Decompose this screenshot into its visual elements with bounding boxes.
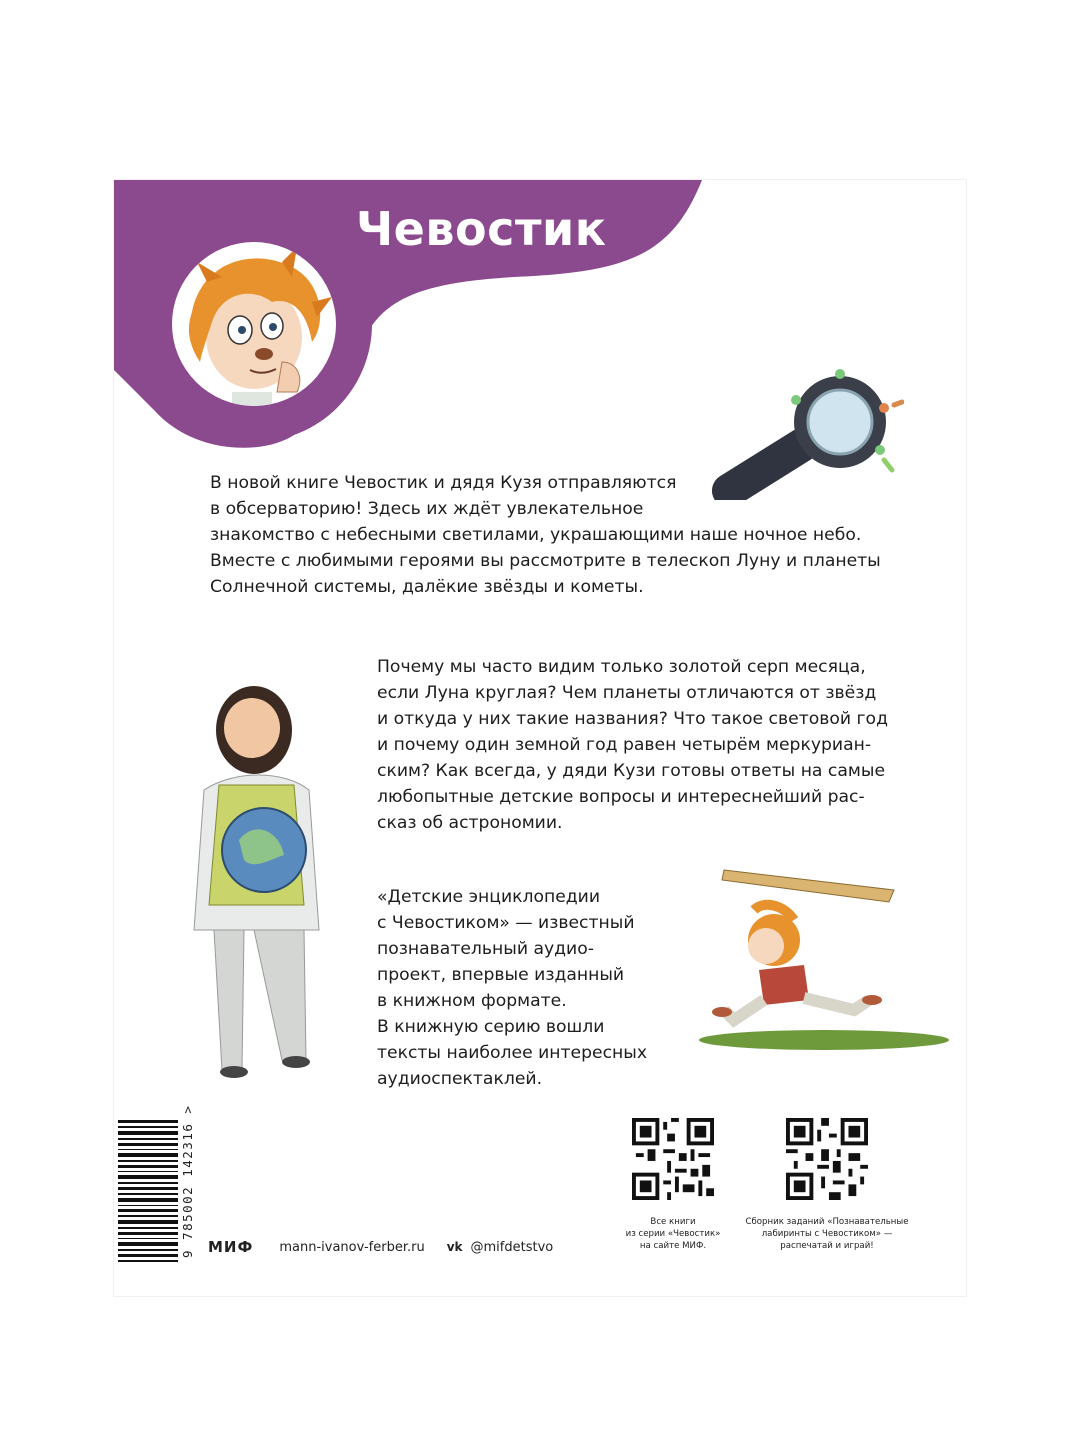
qr-code-series[interactable] — [632, 1118, 714, 1200]
series-title: Чевостик — [356, 202, 607, 256]
chevostik-portrait — [172, 242, 336, 406]
social-handle-link[interactable]: @mifdetstvo — [470, 1239, 554, 1255]
publisher-footer — [208, 1238, 553, 1256]
running-chevostik-illustration — [684, 860, 954, 1060]
publisher-site-link[interactable]: mann-ivanov-ferber.ru — [279, 1239, 425, 1255]
qr-caption-series: Все книги из серии «Чевостик» на сайте МИФ. — [625, 1217, 721, 1251]
uncle-kuzya-illustration — [144, 670, 344, 1080]
book-back-cover — [114, 180, 966, 1296]
qr-caption-labyrinths: Сборник заданий «Познавательные лабиринты с Чевостиком» — распечатай и играй! — [745, 1217, 909, 1251]
qr-code-labyrinths[interactable] — [786, 1118, 868, 1200]
intro-paragraph: В новой книге Чевостик и дядя Кузя отправляются в обсерваторию! Здесь их ждёт увлекательное знакомство с небесными светилами, украшающими наше ночное небо. Вместе с любимыми героями вы рассмотрите в телескоп Луну и планеты Солнечной системы, далёкие звёзды и кометы. — [210, 473, 881, 597]
questions-paragraph: Почему мы часто видим только золотой серп месяца, если Луна круглая? Чем планеты отличаются от звёзд и откуда у них такие названия? Что такое световой год и почему один земной год равен четырём меркуриан- ским? Как всегда, у дяди Кузи готовы ответы на самые любопытные детские вопросы и интереснейший рас- сказ об астрономии. — [377, 657, 888, 833]
about-series-paragraph: «Детские энциклопедии с Чевостиком» — известный познавательный аудио- проект, впервые изданный в книжном формате. В книжную серию вошли тексты наиболее интересных аудиоспектаклей. — [377, 887, 648, 1089]
vk-icon: vk — [446, 1240, 463, 1254]
isbn-number: 9 785002 142316 > — [180, 1104, 195, 1258]
publisher-logo: МИФ — [208, 1238, 254, 1256]
